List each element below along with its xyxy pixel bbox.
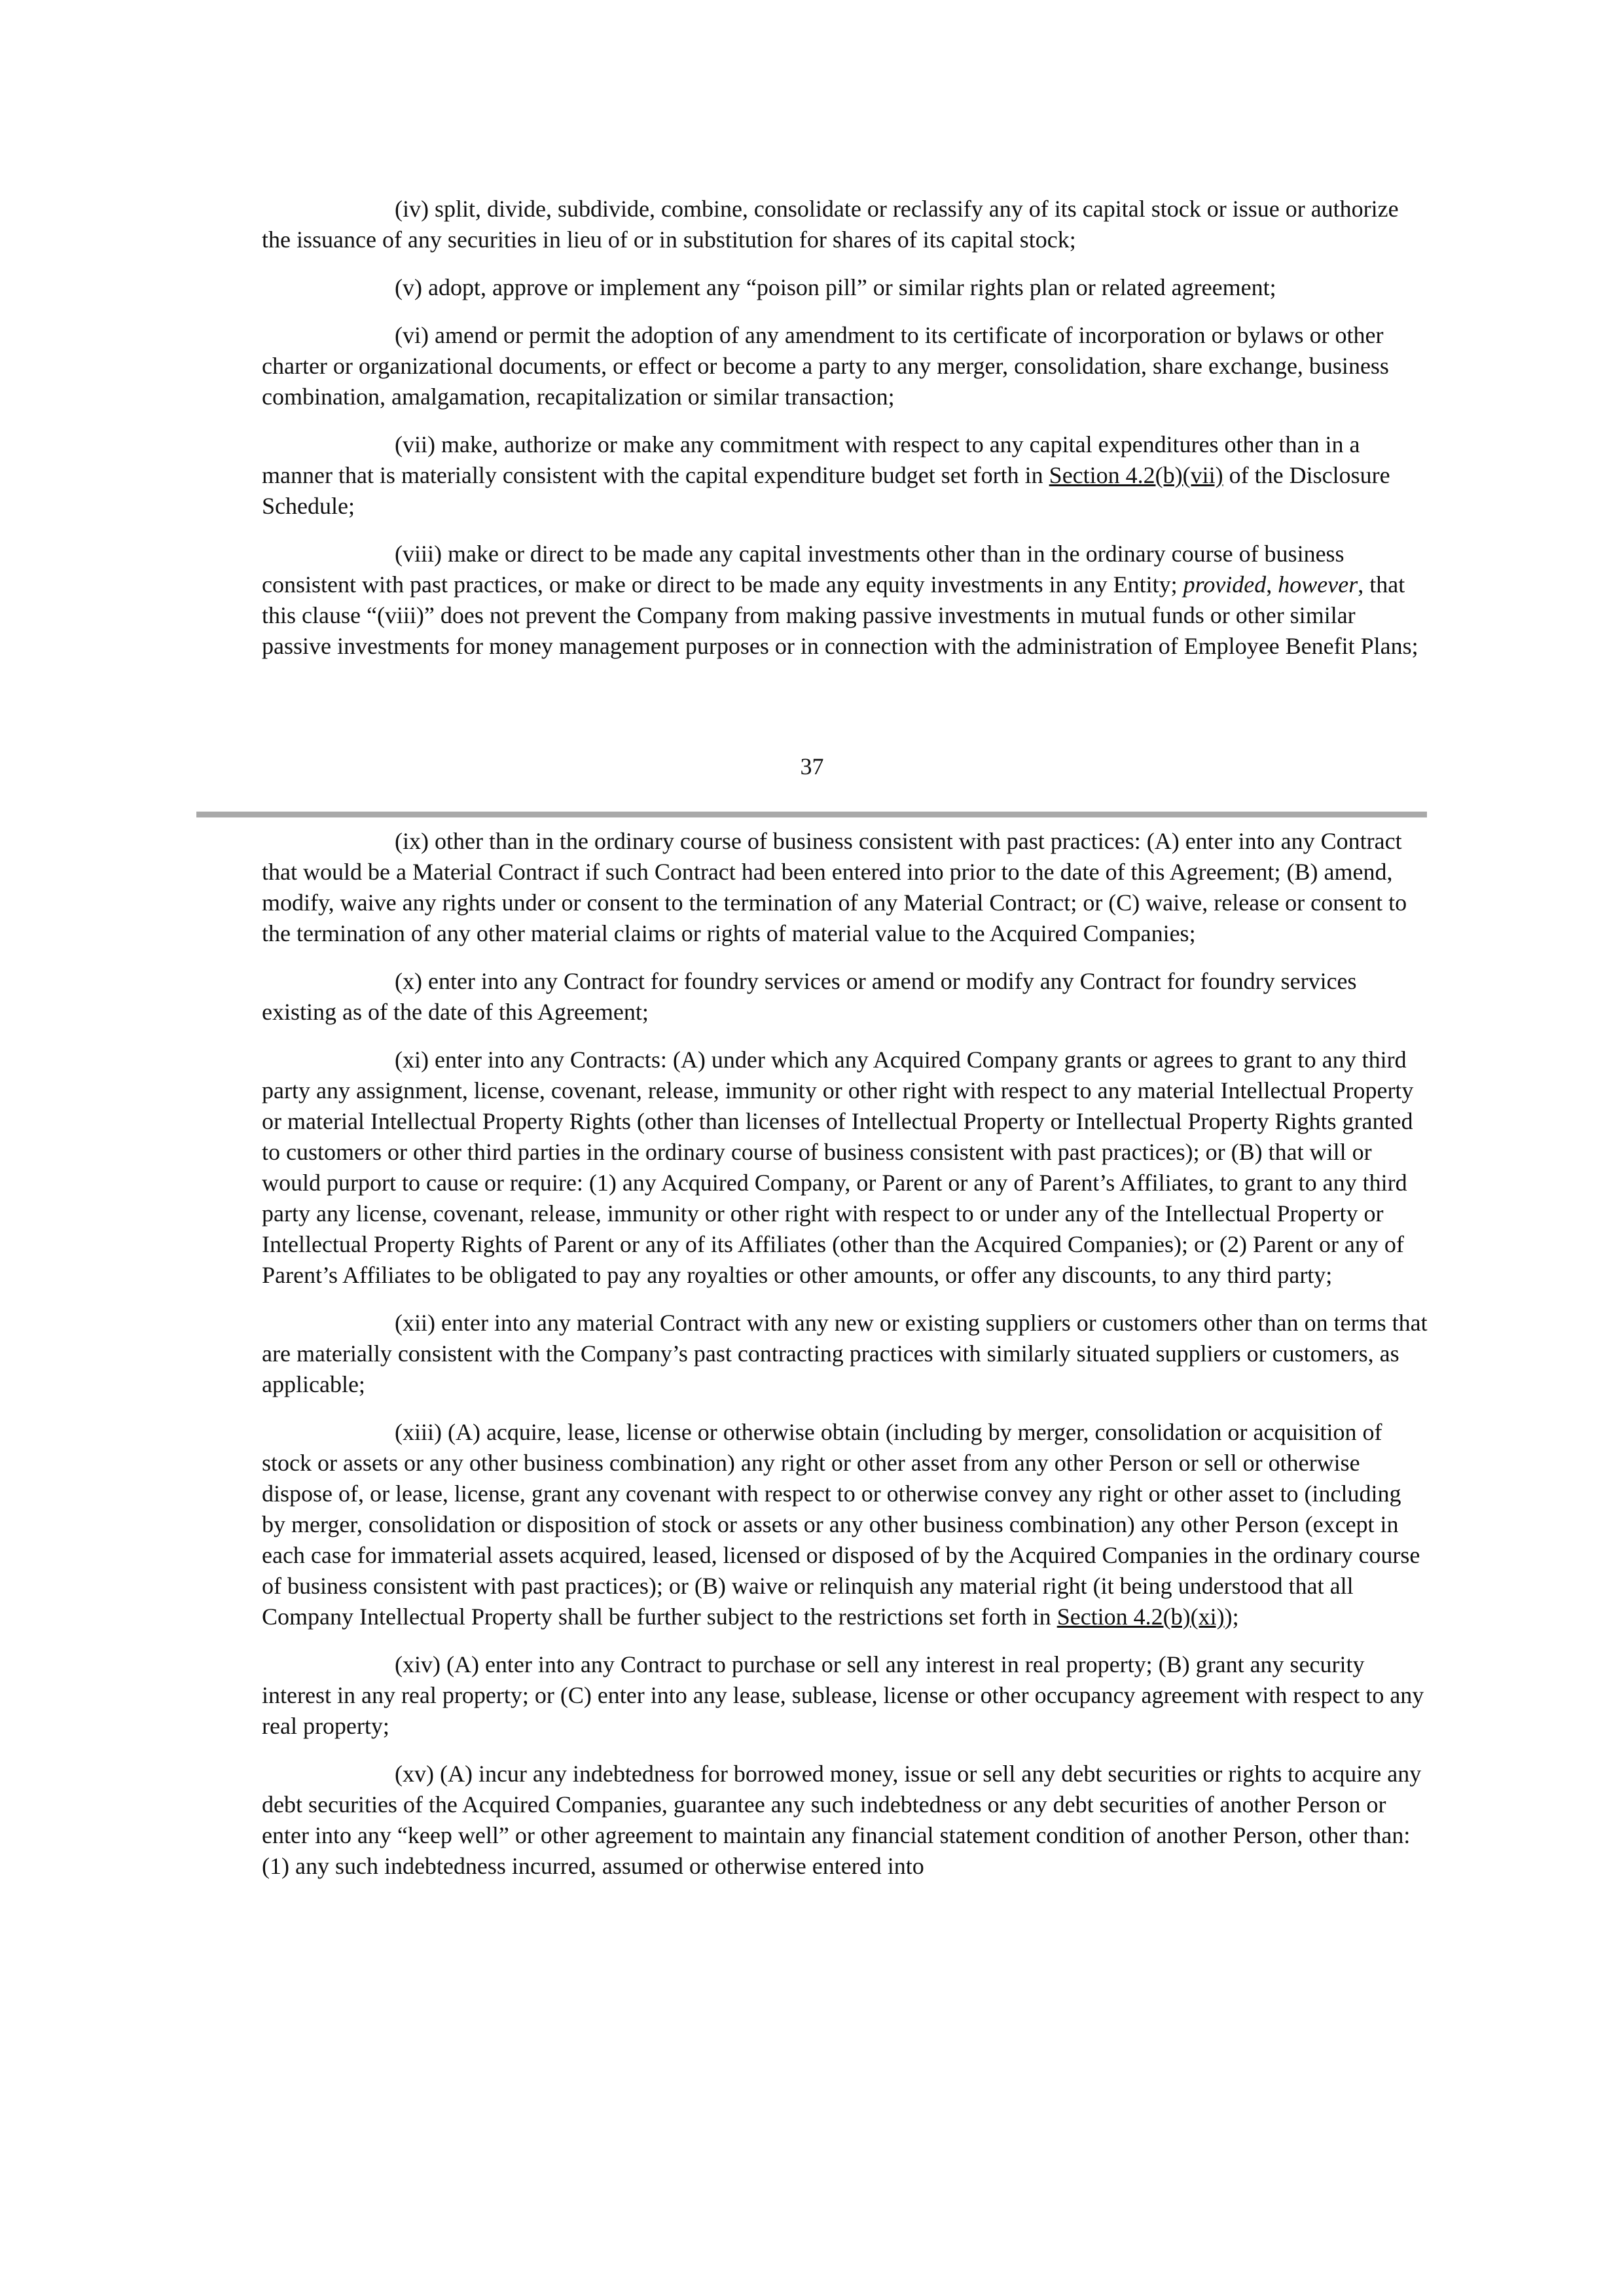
clause-viii-text-before: (viii) make or direct to be made any capital investments other than in the ordinary course of business consistent with past practices, or make or direct to be made any equity investments in any Entity; — [262, 541, 1344, 598]
clause-viii-however: however — [1278, 571, 1358, 598]
clause-xiv: (xiv) (A) enter into any Contract to purchase or sell any interest in real property; (B) grant any security interest in any real property; or (C) enter into any lease, sublease, license or other occupancy agreement with respect to any real property; — [262, 1651, 1424, 1739]
clause-vii — [262, 429, 1430, 522]
clause-vi: (vi) amend or permit the adoption of any amendment to its certificate of incorporation or bylaws or other charter or organizational documents, or effect or become a party to any merger, consolidation, share exchange, business combination, amalgamation, recapitalization or similar transaction; — [262, 322, 1389, 410]
clause-iv: (iv) split, divide, subdivide, combine, consolidate or reclassify any of its capital stock or issue or authorize the issuance of any securities in lieu of or in substitution for shares of its capital stock; — [262, 196, 1399, 253]
clause-xiii-text-after: ); — [1224, 1604, 1239, 1630]
clause-ix: (ix) other than in the ordinary course of business consistent with past practices: (A) enter into any Contract that would be a Material Contract if such Contract had been entered into prior to the date of this Agreement; (B) amend, modify, waive any rights under or consent to the termination of any Material Contract; or (C) waive, release or consent to the termination of any other material claims or rights of material value to the Acquired Companies; — [262, 828, 1407, 946]
clause-vii-text-after: of the Disclosure Schedule; — [262, 462, 1390, 519]
clause-v: (v) adopt, approve or implement any “poison pill” or similar rights plan or related agreement; — [395, 274, 1276, 300]
page-number: 37 — [800, 753, 824, 780]
page-top-section — [262, 194, 1430, 679]
clause-viii — [262, 539, 1430, 662]
clause-xv: (xv) (A) incur any indebtedness for borrowed money, issue or sell any debt securities or rights to acquire any debt securities of the Acquired Companies, guarantee any such indebtedness or any debt securities of another Person or enter into any “keep well” or other agreement to maintain any financial statement condition of another Person, other than: (1) any such indebtedness incurred, assumed or otherwise entered into — [262, 1761, 1422, 1879]
clause-viii-comma: , — [1266, 571, 1278, 598]
clause-xiii-text-before: (xiii) (A) acquire, lease, license or otherwise obtain (including by merger, consolidation or acquisition of stock or assets or any other business combination) any right or other asset from any other Person or sell or otherwise dispose of, or lease, license, grant any covenant with respect to or otherwise convey any right or other asset to (including by merger, consolidation or disposition of stock or assets or any other business combination) any other Person (except in each case for immaterial assets acquired, leased, licensed or disposed of by the Acquired Companies in the ordinary course of business consistent with past practices); or (B) waive or relinquish any material right (it being understood that all Company Intellectual Property shall be further subject to the restrictions set forth in — [262, 1419, 1420, 1630]
section-reference-link: Section 4.2(b)(vii) — [1049, 462, 1223, 488]
section-reference-link: Section 4.2(b)(xi) — [1056, 1604, 1225, 1630]
clause-xiii — [262, 1417, 1430, 1632]
clause-xi: (xi) enter into any Contracts: (A) under which any Acquired Company grants or agrees to grant to any third party any assignment, license, covenant, release, immunity or other right with respect to any material Intellectual Property or material Intellectual Property Rights (other than licenses of Intellectual Property or Intellectual Property Rights granted to customers or other third parties in the ordinary course of business consistent with past practices); or (B) that will or would purport to cause or require: (1) any Acquired Company, or Parent or any of Parent’s Affiliates, to grant to any third party any license, covenant, release, immunity or other right with respect to or under any of the Intellectual Property or Intellectual Property Rights of Parent or any of its Affiliates (other than the Acquired Companies); or (2) Parent or any of Parent’s Affiliates to be obligated to pay any royalties or other amounts, or offer any discounts, to any third party; — [262, 1047, 1414, 1288]
clause-xii: (xii) enter into any material Contract with any new or existing suppliers or customers other than on terms that are materially consistent with the Company’s past contracting practices with similarly situated suppliers or customers, as applicable; — [262, 1310, 1428, 1397]
clause-vii-text-before: (vii) make, authorize or make any commitment with respect to any capital expenditures other than in a manner that is materially consistent with the capital expenditure budget set forth in — [262, 431, 1360, 488]
clause-viii-text-after: , that this clause “(viii)” does not prevent the Company from making passive investments in mutual funds or other similar passive investments for money management purposes or in connection with the administration of Employee Benefit Plans; — [262, 571, 1418, 659]
clause-x: (x) enter into any Contract for foundry services or amend or modify any Contract for foundry services existing as of the date of this Agreement; — [262, 968, 1357, 1025]
page-break-divider — [196, 812, 1427, 817]
page-bottom-section — [262, 826, 1430, 1899]
clause-viii-provided: provided — [1183, 571, 1267, 598]
